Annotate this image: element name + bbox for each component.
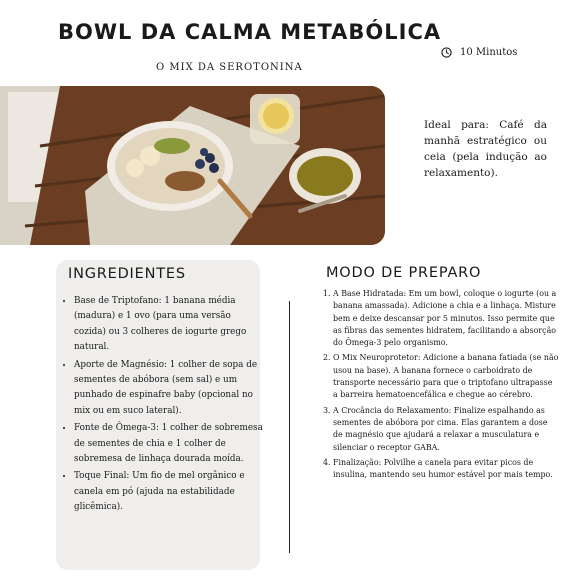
preparation-step: 4. Finalização: Polvilhe a canela para evitar picos de insulina, mantendo seu humor estável por mais tempo. [333, 457, 559, 482]
recipe-title: BOWL DA CALMA METABÓLICA [58, 20, 442, 44]
preparation-step: 3. A Crocância do Relaxamento: Finalize espalhando as sementes de abóbora por cima. Elas garantem a dose de magnésio que ajudará a relaxar a musculatura e silenciar o receptor GABA. [333, 405, 559, 454]
preparation-title: MODO DE PREPARO [326, 265, 482, 281]
preparation-step: 1. A Base Hidratada: Em um bowl, coloque o iogurte (ou a banana amassada). Adicione a chia e a linhaça. Misture bem e deixe descansar por 5 minutos. Isso permite que as fibras das sementes hidratem, facilitando a absorção do Ômega-3 pelo organismo. [333, 288, 559, 349]
preparation-steps [321, 288, 559, 484]
ingredient-item: • Aporte de Magnésio: 1 colher de sopa de sementes de abóbora (sem sal) e um punhado de espinafre baby (opcional no mix ou em suco lateral). [74, 358, 264, 420]
ingredient-item: • Base de Triptofano: 1 banana média (madura) e 1 ovo (para uma versão cozida) ou 3 colheres de iogurte grego natural. [74, 294, 264, 356]
recipe-photo [0, 86, 385, 245]
ideal-for-text: Ideal para: Café da manhã estratégico ou ceia (pela indução ao relaxamento). [424, 119, 547, 179]
ingredient-item: • Fonte de Ômega-3: 1 colher de sobremesa de sementes de chia e 1 colher de sobremesa de linhaça dourada moída. [74, 421, 264, 467]
column-divider [289, 301, 290, 553]
prep-time-label: 10 Minutos [460, 47, 518, 58]
prep-time [441, 47, 517, 58]
ingredients-title: INGREDIENTES [68, 266, 186, 282]
clock-icon [441, 47, 452, 58]
ingredients-list [62, 294, 264, 518]
ingredient-item: • Toque Final: Um fio de mel orgânico e canela em pó (ajuda na estabilidade glicêmica). [74, 469, 264, 515]
recipe-subtitle: O MIX DA SEROTONINA [156, 62, 303, 73]
preparation-step: 2. O Mix Neuroprotetor: Adicione a banana fatiada (se não usou na base). A banana fornece o carboidrato de transporte necessário para que o triptofano ultrapasse a barreira hematoencefálica e chegue ao cérebro. [333, 352, 559, 401]
